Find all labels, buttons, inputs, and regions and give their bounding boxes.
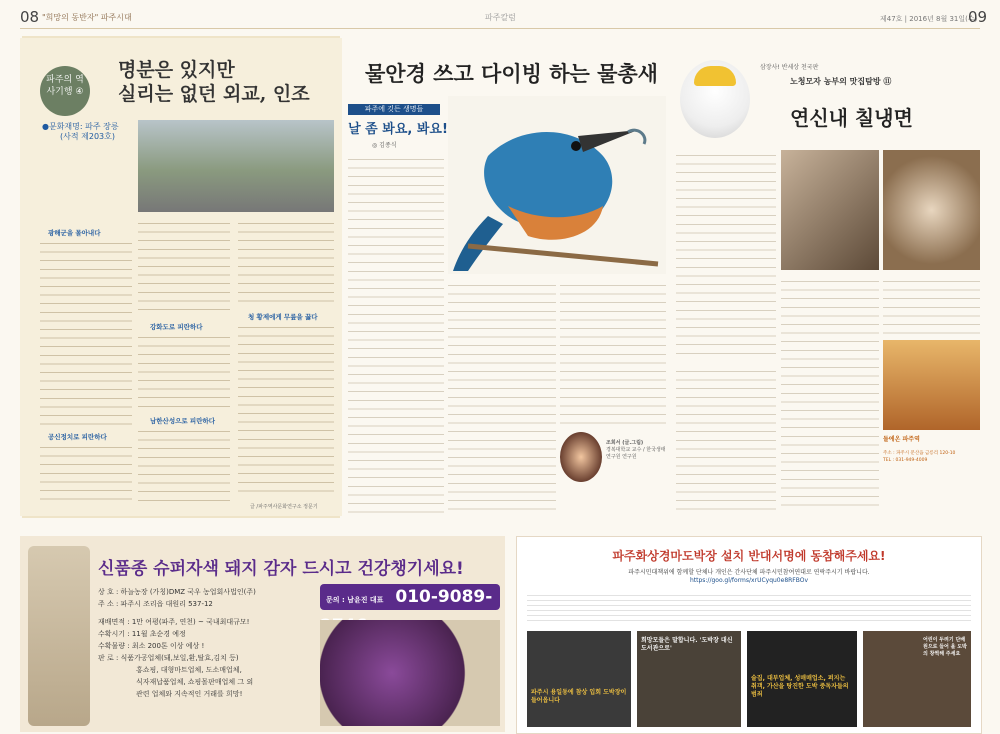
ad-row: 주 소 : 파주시 조리읍 대원리 537-12: [98, 600, 213, 608]
history-badge: [40, 66, 90, 116]
left-intro-text: [40, 146, 132, 224]
petition-card-2: [637, 631, 741, 727]
tomb-photo: [138, 120, 334, 212]
right-column-1b: [676, 366, 776, 512]
ad-row: 홍쇼핑, 대형마트업체, 도소매업체,: [136, 666, 242, 674]
subhead-1: ●문화재명: 파주 장릉: [42, 122, 119, 131]
phone-box: [320, 584, 500, 610]
author-caption: [606, 440, 670, 461]
food-photo-1: [781, 150, 879, 270]
caption-name: 조희서 (글.그림): [606, 440, 644, 446]
phone-number: 010-9089-: [395, 587, 493, 607]
ad-row: 상 호 : 하늘농장 (가칭)DMZ 국우 농업회사법인(주): [98, 588, 256, 596]
page-header: [0, 0, 1000, 30]
petition-ad: [516, 536, 982, 734]
middle-column-1: [348, 154, 444, 514]
purple-potato-photo: [320, 620, 500, 726]
columnist-sketch: [680, 60, 750, 138]
petition-card-3: [747, 631, 857, 727]
author-name: 김종식: [379, 142, 397, 149]
petition-fineprint: [527, 591, 971, 625]
header-rule: [20, 28, 980, 29]
ad-row: 재배면적 : 1만 여평(파주, 연천) ~ 국내최대규모!: [98, 618, 250, 626]
author-icon: ◎: [372, 142, 380, 149]
hat-icon: [694, 66, 736, 86]
card-2-text: 희망모들은 말합니다. '도박장 대신 도서관으로': [641, 637, 733, 652]
title-line-2: 실리는 없던 외교, 인조: [118, 83, 310, 105]
price-tag-graphic: [28, 546, 90, 726]
series-note: 삼장사! 반세상 천국판: [760, 64, 819, 71]
columnist-name: 노청모자 농부의 맛집탐방 ⑪: [790, 77, 892, 86]
ad-row: 관련 업체와 지속적인 거래를 희망!: [136, 690, 243, 698]
left-page-number: 08: [20, 8, 40, 26]
left-column-1: [40, 238, 132, 428]
series-label: 파주에 깃든 생명들: [348, 104, 440, 115]
potato-ad-headline: 신품종 슈퍼자색 돼지 감자 드시고 건강챙기세요!: [98, 559, 464, 579]
shop-tel: TEL : 031-949-4009: [883, 458, 928, 463]
middle-article-title: 물안경 쓰고 다이빙 하는 물총새: [365, 61, 658, 86]
right-column-1: [676, 150, 776, 360]
right-column-2: [781, 276, 879, 512]
inquiry-label: 문의 : 남윤진 대표: [326, 596, 384, 604]
card-1-text: 파주시 용일동에 참상 입회 도박장이 들어옵니다: [531, 689, 627, 704]
section-heading-4: 남한산성으로 피란하다: [150, 417, 216, 425]
section-heading-2: 강화도로 피란하다: [150, 323, 203, 331]
card-3-text: 술집, 대부업체, 성매매업소, 퍼지는 취객, 가산을 탕진한 도박 중독자들의 범죄: [751, 675, 849, 698]
right-page-number: 09: [968, 8, 988, 26]
middle-column-2: [448, 280, 556, 512]
petition-url[interactable]: https://goo.gl/forms/xrUCyqu0e8RFBOv: [689, 577, 809, 584]
section-label: 파주칼럼: [485, 13, 516, 22]
middle-subtitle: 날 좀 봐요, 봐요!: [348, 122, 448, 137]
right-article-title: 연신내 칠냉면: [790, 106, 913, 130]
card-4-text: 어린이 두려기 단배 원으로 들어 올 도박의 창찍해 주세요: [923, 637, 967, 657]
left-column-2c: [138, 426, 230, 506]
section-heading-1: 광해군을 몰아내다: [48, 229, 101, 237]
left-column-2b: [138, 332, 230, 412]
ad-row: 수확물량 : 최소 200톤 이상 예상 !: [98, 642, 205, 650]
caption-detail: 경복대학교 교수 / 한국생태연구원 연구원: [606, 447, 666, 460]
ad-row: 판 로 : 식품가공업체(돼,보일,환,탈효,김치 등): [98, 654, 239, 662]
petition-subline: 파주시민대책위에 함께할 단체나 개인은 간사단체 파주시민참여연대로 연락주시기 바랍니다.: [628, 569, 870, 576]
ad-row: 수확시기 : 11월 초순경 예정: [98, 630, 186, 638]
shop-info: [883, 450, 980, 464]
issue-date: 제47호 | 2016년 8월 31일(수): [880, 15, 978, 23]
ad-row: 식자재납품업체, 쇼핑몰판매업체 그 외: [136, 678, 254, 686]
left-column-3b: [238, 322, 334, 498]
middle-author: [372, 140, 397, 149]
petition-card-1: [527, 631, 631, 727]
right-column-3a: [883, 276, 980, 336]
potato-ad: [20, 536, 505, 732]
left-subheading: [42, 122, 137, 142]
potato-ad-details: [98, 586, 318, 700]
petition-headline: 파주화상경마도박장 설치 반대서명에 동참해주세요!: [612, 549, 886, 563]
shop-label: 돌에온 파주역: [883, 436, 920, 443]
left-column-1b: [40, 442, 132, 506]
title-line-1: 명분은 있지만: [118, 59, 235, 81]
petition-card-4: [863, 631, 971, 727]
badge-text: 파주의 역사기행 ④: [46, 75, 84, 97]
left-brand: "희망의 동반자" 파주시대: [42, 13, 132, 22]
section-heading-3: 청 황제에게 무릎을 꿇다: [248, 313, 318, 321]
section-heading-5: 공신정치로 피란하다: [48, 433, 107, 441]
author-photo: [560, 432, 602, 482]
left-article-footer: 글 /파주역사문화연구소 정문기: [250, 504, 318, 510]
subhead-2: (사적 제203호): [60, 132, 115, 141]
food-photo-2: [883, 150, 980, 270]
restaurant-photo: [883, 340, 980, 430]
shop-address: 주소 : 파주시 문산읍 금릉리 120-10: [883, 451, 956, 456]
left-article-title: [118, 58, 328, 106]
left-column-2a: [138, 218, 230, 316]
kingfisher-illustration: [448, 96, 666, 274]
middle-column-3: [560, 280, 666, 428]
left-column-3a: [238, 218, 334, 308]
